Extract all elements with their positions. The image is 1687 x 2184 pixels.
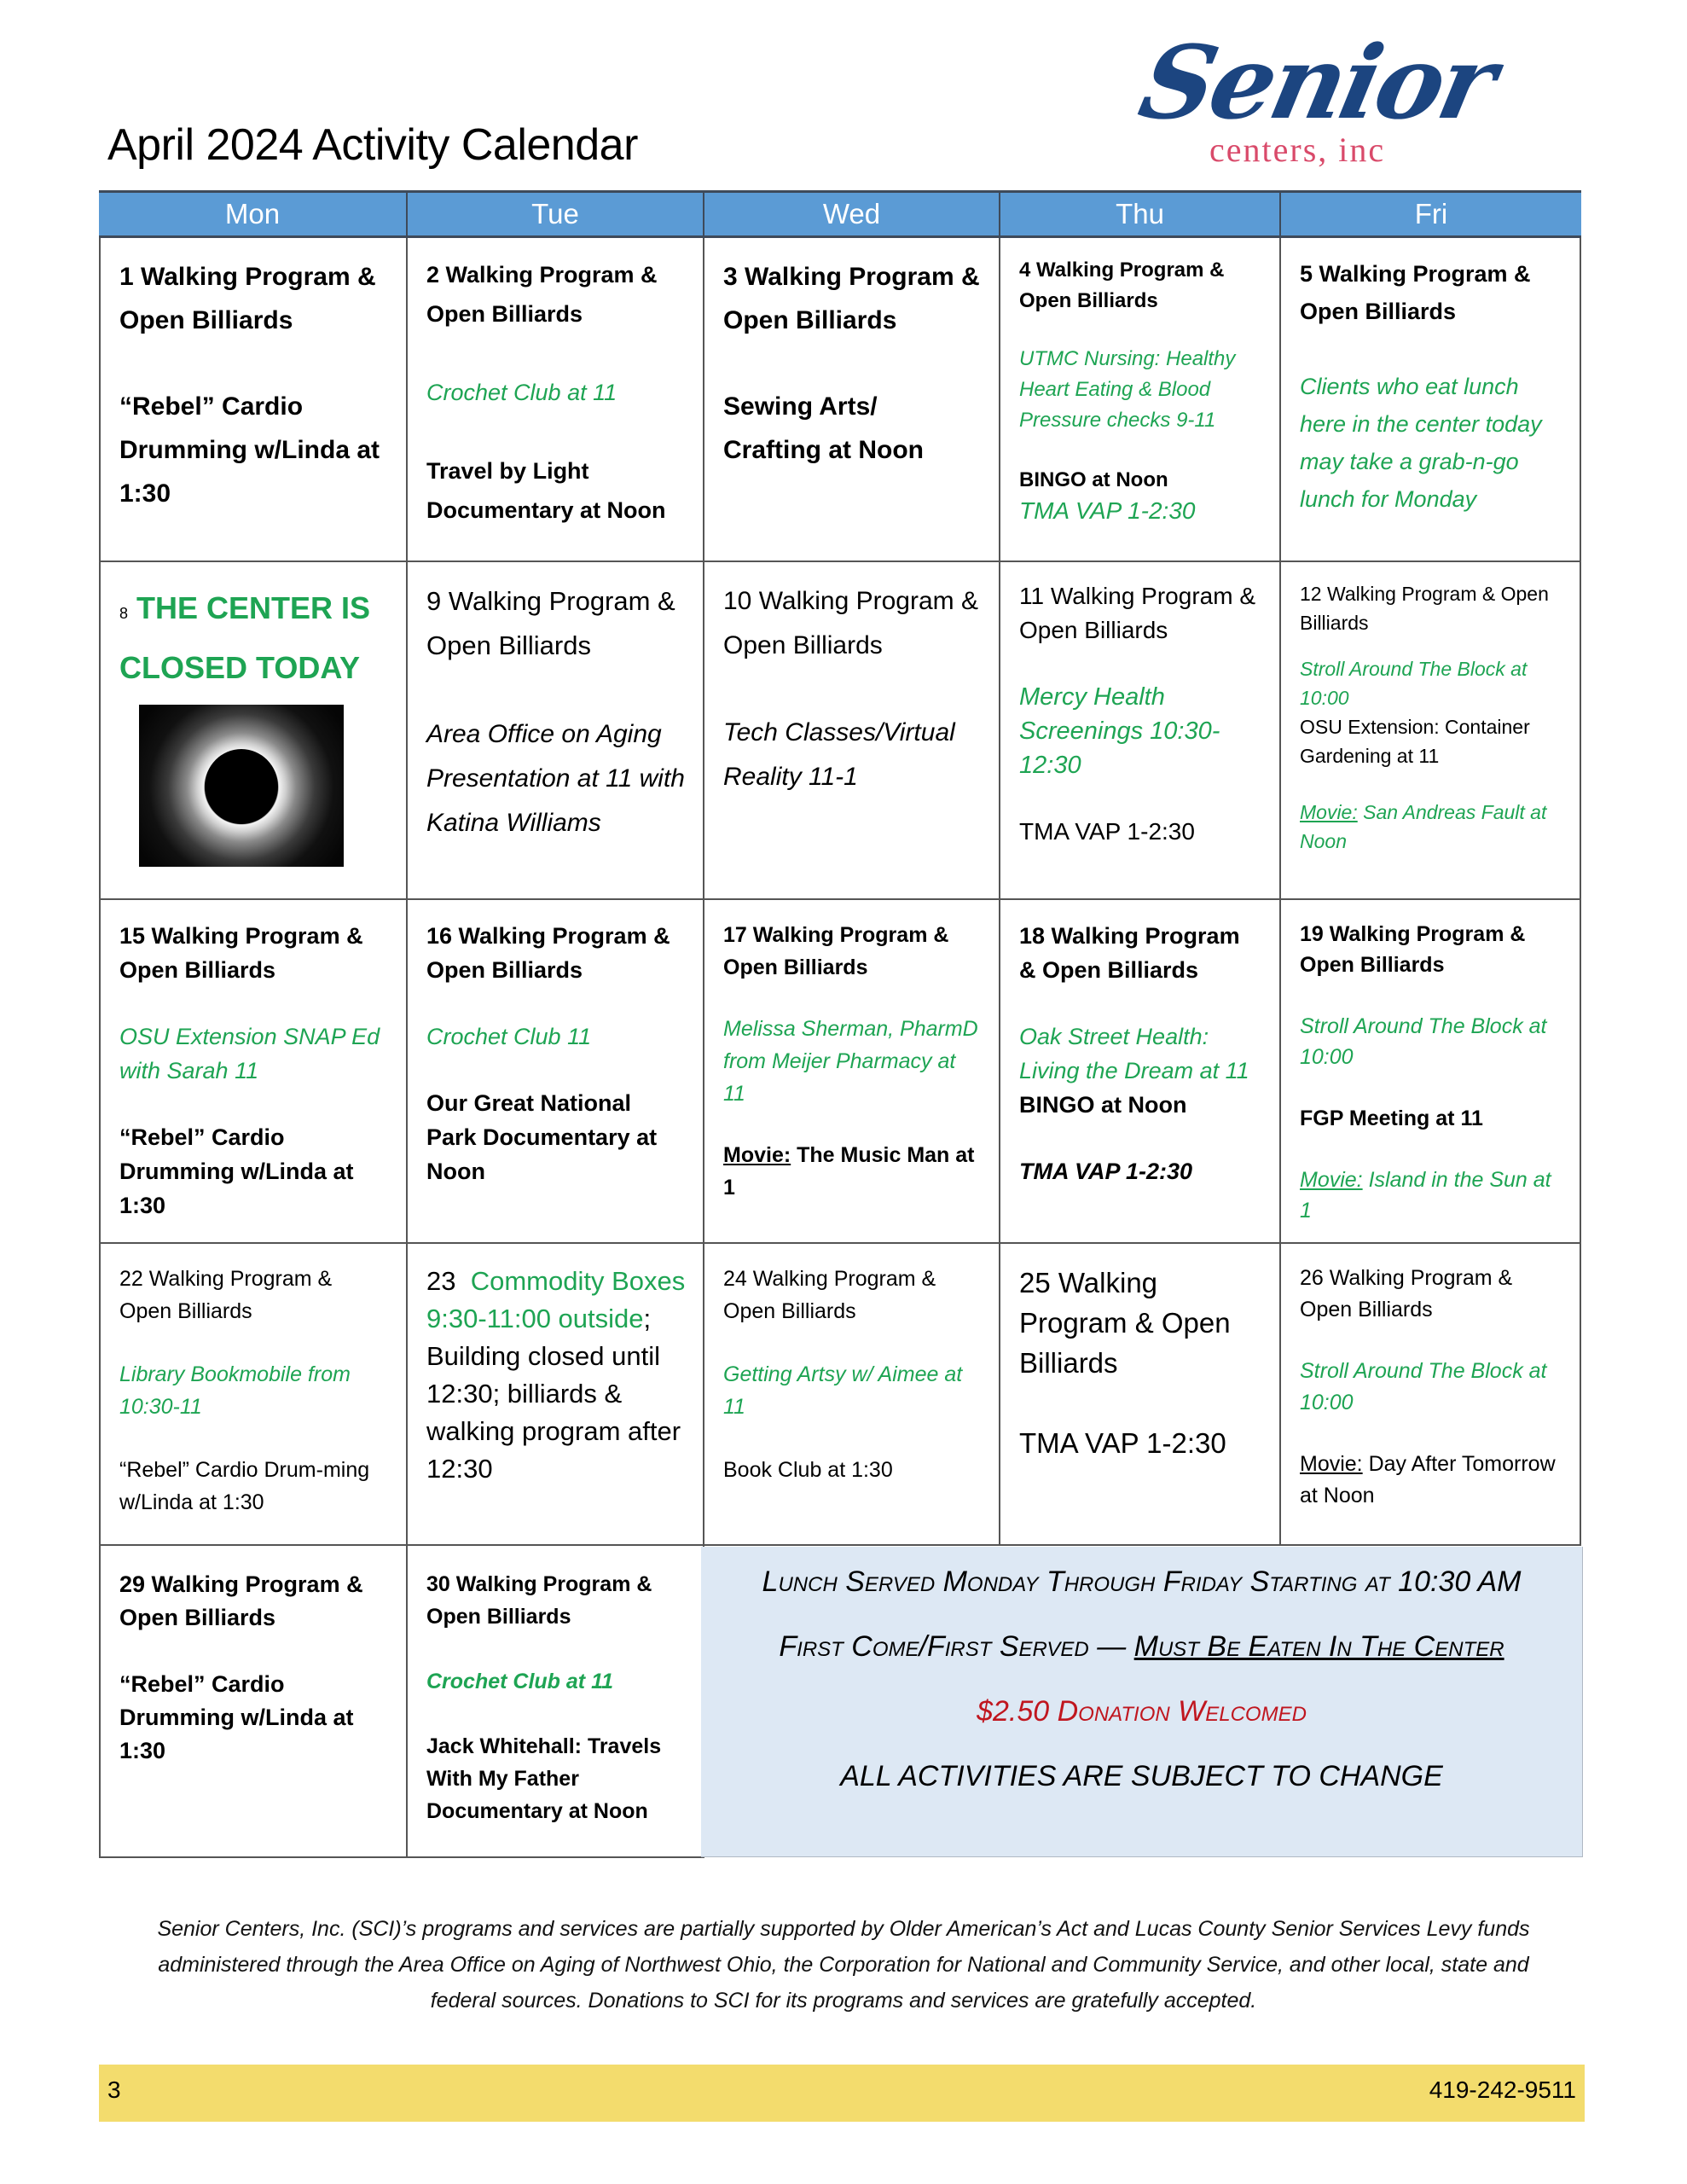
day-cell-1 <box>99 238 408 562</box>
day-cell-24 <box>704 1244 1000 1546</box>
header-wed: Wed <box>704 193 1000 235</box>
day-15-event-snap: OSU Extension SNAP Ed with Sarah 11 <box>119 1024 380 1083</box>
day-24-event-artsy: Getting Artsy w/ Aimee at 11 <box>723 1362 963 1419</box>
day-16-event-documentary: Our Great National Park Documentary at Noon <box>426 1090 658 1184</box>
day-8-date: 8 <box>119 605 129 622</box>
day-4-event-bingo: BINGO at Noon <box>1019 468 1168 491</box>
movie-label: Movie: <box>1300 1168 1363 1192</box>
day-cell-12 <box>1281 562 1581 900</box>
funding-disclaimer-line-3: federal sources. Donations to SCI for its programs and services are gratefully accepted. <box>430 1989 1257 2013</box>
day-26-event-movie <box>1300 1449 1562 1512</box>
day-26-event-stroll: Stroll Around The Block at 10:00 <box>1300 1359 1547 1414</box>
day-19-event-stroll: Stroll Around The Block at 10:00 <box>1300 1014 1547 1069</box>
day-cell-5 <box>1281 238 1581 562</box>
day-4-event-tma: TMA VAP 1-2:30 <box>1019 497 1196 524</box>
funding-disclaimer-line-2: administered through the Area Office on Aging of Northwest Ohio, the Corporation for National and Community Service, and other local, state and <box>158 1953 1529 1977</box>
day-3-main: 3 Walking Program & Open Billiards <box>723 263 980 334</box>
first-come-text: First Come/First Served — <box>779 1630 1134 1663</box>
funding-disclaimer <box>82 1911 1605 2018</box>
day-12-event-osu: OSU Extension: Container Gardening at 11 <box>1300 716 1530 767</box>
day-11-event-mercy: Mercy Health Screenings 10:30-12:30 <box>1019 683 1220 779</box>
header-mon: Mon <box>99 193 408 235</box>
funding-disclaimer-line-1: Senior Centers, Inc. (SCI)’s programs and services are partially supported by Older American’s Act and Lucas County Senior Services Levy funds <box>157 1917 1530 1941</box>
day-16-event-crochet: Crochet Club 11 <box>426 1024 592 1049</box>
day-8-closed-notice <box>119 581 389 695</box>
movie-label: Movie: <box>1300 1452 1363 1476</box>
day-8-closed-text: THE CENTER IS CLOSED TODAY <box>119 590 371 685</box>
first-come-line <box>701 1630 1582 1664</box>
logo-script-text: Senior <box>1130 23 1504 142</box>
day-cell-25 <box>1000 1244 1281 1546</box>
day-2-main: 2 Walking Program & Open Billiards <box>426 262 658 327</box>
day-1-main: 1 Walking Program & Open Billiards <box>119 263 376 334</box>
day-3-event: Sewing Arts/ Crafting at Noon <box>723 392 924 464</box>
day-23-text <box>426 1263 686 1488</box>
movie-title: The Music Man at 1 <box>723 1143 975 1199</box>
day-4-event-utmc: UTMC Nursing: Healthy Heart Eating & Blood Pressure checks 9-11 <box>1019 347 1236 432</box>
day-5-event-grab-n-go: Clients who eat lunch here in the center today may take a grab-n-go lunch for Monday <box>1300 374 1542 512</box>
day-cell-9 <box>408 562 704 900</box>
day-11-event-tma: TMA VAP 1-2:30 <box>1019 818 1195 845</box>
day-cell-16 <box>408 900 704 1244</box>
day-2-event-documentary: Travel by Light Documentary at Noon <box>426 458 666 523</box>
day-cell-29 <box>99 1546 408 1858</box>
day-cell-3 <box>704 238 1000 562</box>
day-23-date: 23 <box>426 1266 456 1296</box>
page-number: 3 <box>107 2077 121 2103</box>
day-5-main: 5 Walking Program & Open Billiards <box>1300 261 1531 324</box>
day-23-event-commodity: Commodity Boxes 9:30-11:00 outside <box>426 1266 686 1333</box>
page-title: April 2024 Activity Calendar <box>107 120 638 170</box>
day-cell-23 <box>408 1244 704 1546</box>
day-15-main: 15 Walking Program & Open Billiards <box>119 923 363 983</box>
movie-label: Movie: <box>1300 801 1358 823</box>
day-cell-26 <box>1281 1244 1581 1546</box>
must-eat-in-center-text: Must Be Eaten In The Center <box>1133 1630 1504 1663</box>
day-29-event-drumming: “Rebel” Cardio Drumming w/Linda at 1:30 <box>119 1671 354 1763</box>
moon-disc-icon <box>205 749 278 824</box>
subject-to-change-line: ALL ACTIVITIES ARE SUBJECT TO CHANGE <box>840 1760 1443 1792</box>
day-12-main: 12 Walking Program & Open Billiards <box>1300 583 1549 634</box>
weekday-header-row <box>99 190 1581 238</box>
day-19-event-movie <box>1300 1165 1562 1226</box>
day-30-event-documentary: Jack Whitehall: Travels With My Father Documentary at Noon <box>426 1734 662 1823</box>
day-25-event-tma: TMA VAP 1-2:30 <box>1019 1427 1226 1459</box>
day-cell-30 <box>408 1546 704 1858</box>
header-thu: Thu <box>1000 193 1281 235</box>
day-2-event-crochet: Crochet Club at 11 <box>426 380 617 405</box>
day-16-main: 16 Walking Program & Open Billiards <box>426 923 670 983</box>
day-cell-15 <box>99 900 408 1244</box>
day-22-main: 22 Walking Program & Open Billiards <box>119 1267 333 1323</box>
day-1-event: “Rebel” Cardio Drumming w/Linda at 1:30 <box>119 392 380 508</box>
day-11-main: 11 Walking Program & Open Billiards <box>1019 583 1255 643</box>
day-22-event-bookmobile: Library Bookmobile from 10:30-11 <box>119 1362 351 1419</box>
header-tue: Tue <box>408 193 704 235</box>
lunch-served-line: Lunch Served Monday Through Friday Starting at 10:30 AM <box>762 1565 1522 1598</box>
movie-title: Island in the Sun at 1 <box>1300 1168 1551 1223</box>
header-fri: Fri <box>1414 198 1448 229</box>
day-19-main: 19 Walking Program & Open Billiards <box>1300 922 1526 977</box>
day-19-event-fgp: FGP Meeting at 11 <box>1300 1107 1483 1130</box>
day-cell-8 <box>99 562 408 900</box>
day-cell-2 <box>408 238 704 562</box>
day-4-main: 4 Walking Program & Open Billiards <box>1019 258 1225 312</box>
lunch-notice-box <box>701 1547 1583 1857</box>
day-24-event-book-club: Book Club at 1:30 <box>723 1458 893 1482</box>
day-26-main: 26 Walking Program & Open Billiards <box>1300 1266 1513 1321</box>
day-18-event-oak-street: Oak Street Health: Living the Dream at 11 <box>1019 1024 1249 1083</box>
movie-title: Day After Tomorrow at Noon <box>1300 1452 1556 1507</box>
day-30-event-crochet: Crochet Club at 11 <box>426 1670 614 1693</box>
movie-title: San Andreas Fault at Noon <box>1300 801 1547 852</box>
day-18-main: 18 Walking Program & Open Billiards <box>1019 923 1240 983</box>
day-25-main: 25 Walking Program & Open Billiards <box>1019 1267 1231 1379</box>
day-29-main: 29 Walking Program & Open Billiards <box>119 1571 363 1630</box>
day-18-event-bingo: BINGO at Noon <box>1019 1092 1187 1118</box>
day-cell-11 <box>1000 562 1281 900</box>
day-cell-10 <box>704 562 1000 900</box>
senior-centers-logo <box>1130 23 1504 177</box>
day-cell-22 <box>99 1244 408 1546</box>
day-17-event-movie <box>723 1139 982 1204</box>
logo-subtitle: centers, inc <box>1209 131 1386 169</box>
day-10-event: Tech Classes/Virtual Reality 11-1 <box>723 718 955 791</box>
day-30-main: 30 Walking Program & Open Billiards <box>426 1572 652 1629</box>
day-9-event: Area Office on Aging Presentation at 11 with Katina Williams <box>426 720 685 837</box>
day-cell-17 <box>704 900 1000 1244</box>
day-cell-19 <box>1281 900 1581 1244</box>
day-23-event-building-closed: ; Building closed until 12:30; billiards & walking program after 12:30 <box>426 1304 681 1484</box>
day-cell-18 <box>1000 900 1281 1244</box>
day-24-main: 24 Walking Program & Open Billiards <box>723 1267 936 1323</box>
day-10-main: 10 Walking Program & Open Billiards <box>723 587 979 659</box>
day-22-event-drumming: “Rebel” Cardio Drum-ming w/Linda at 1:30 <box>119 1458 370 1514</box>
day-9-main: 9 Walking Program & Open Billiards <box>426 586 675 660</box>
day-12-event-stroll: Stroll Around The Block at 10:00 <box>1300 658 1528 709</box>
day-17-event-pharmacy: Melissa Sherman, PharmD from Meijer Pharmacy at 11 <box>723 1017 978 1106</box>
day-18-event-tma: TMA VAP 1-2:30 <box>1019 1159 1193 1184</box>
day-12-event-movie <box>1300 798 1562 856</box>
donation-line: $2.50 Donation Welcomed <box>977 1695 1307 1728</box>
day-cell-4 <box>1000 238 1281 562</box>
solar-eclipse-image <box>139 705 344 867</box>
movie-label: Movie: <box>723 1143 791 1167</box>
page-footer-bar <box>99 2065 1585 2122</box>
phone-number: 419-242-9511 <box>1429 2077 1576 2103</box>
day-15-event-drumming: “Rebel” Cardio Drumming w/Linda at 1:30 <box>119 1124 354 1218</box>
day-17-main: 17 Walking Program & Open Billiards <box>723 923 949 979</box>
